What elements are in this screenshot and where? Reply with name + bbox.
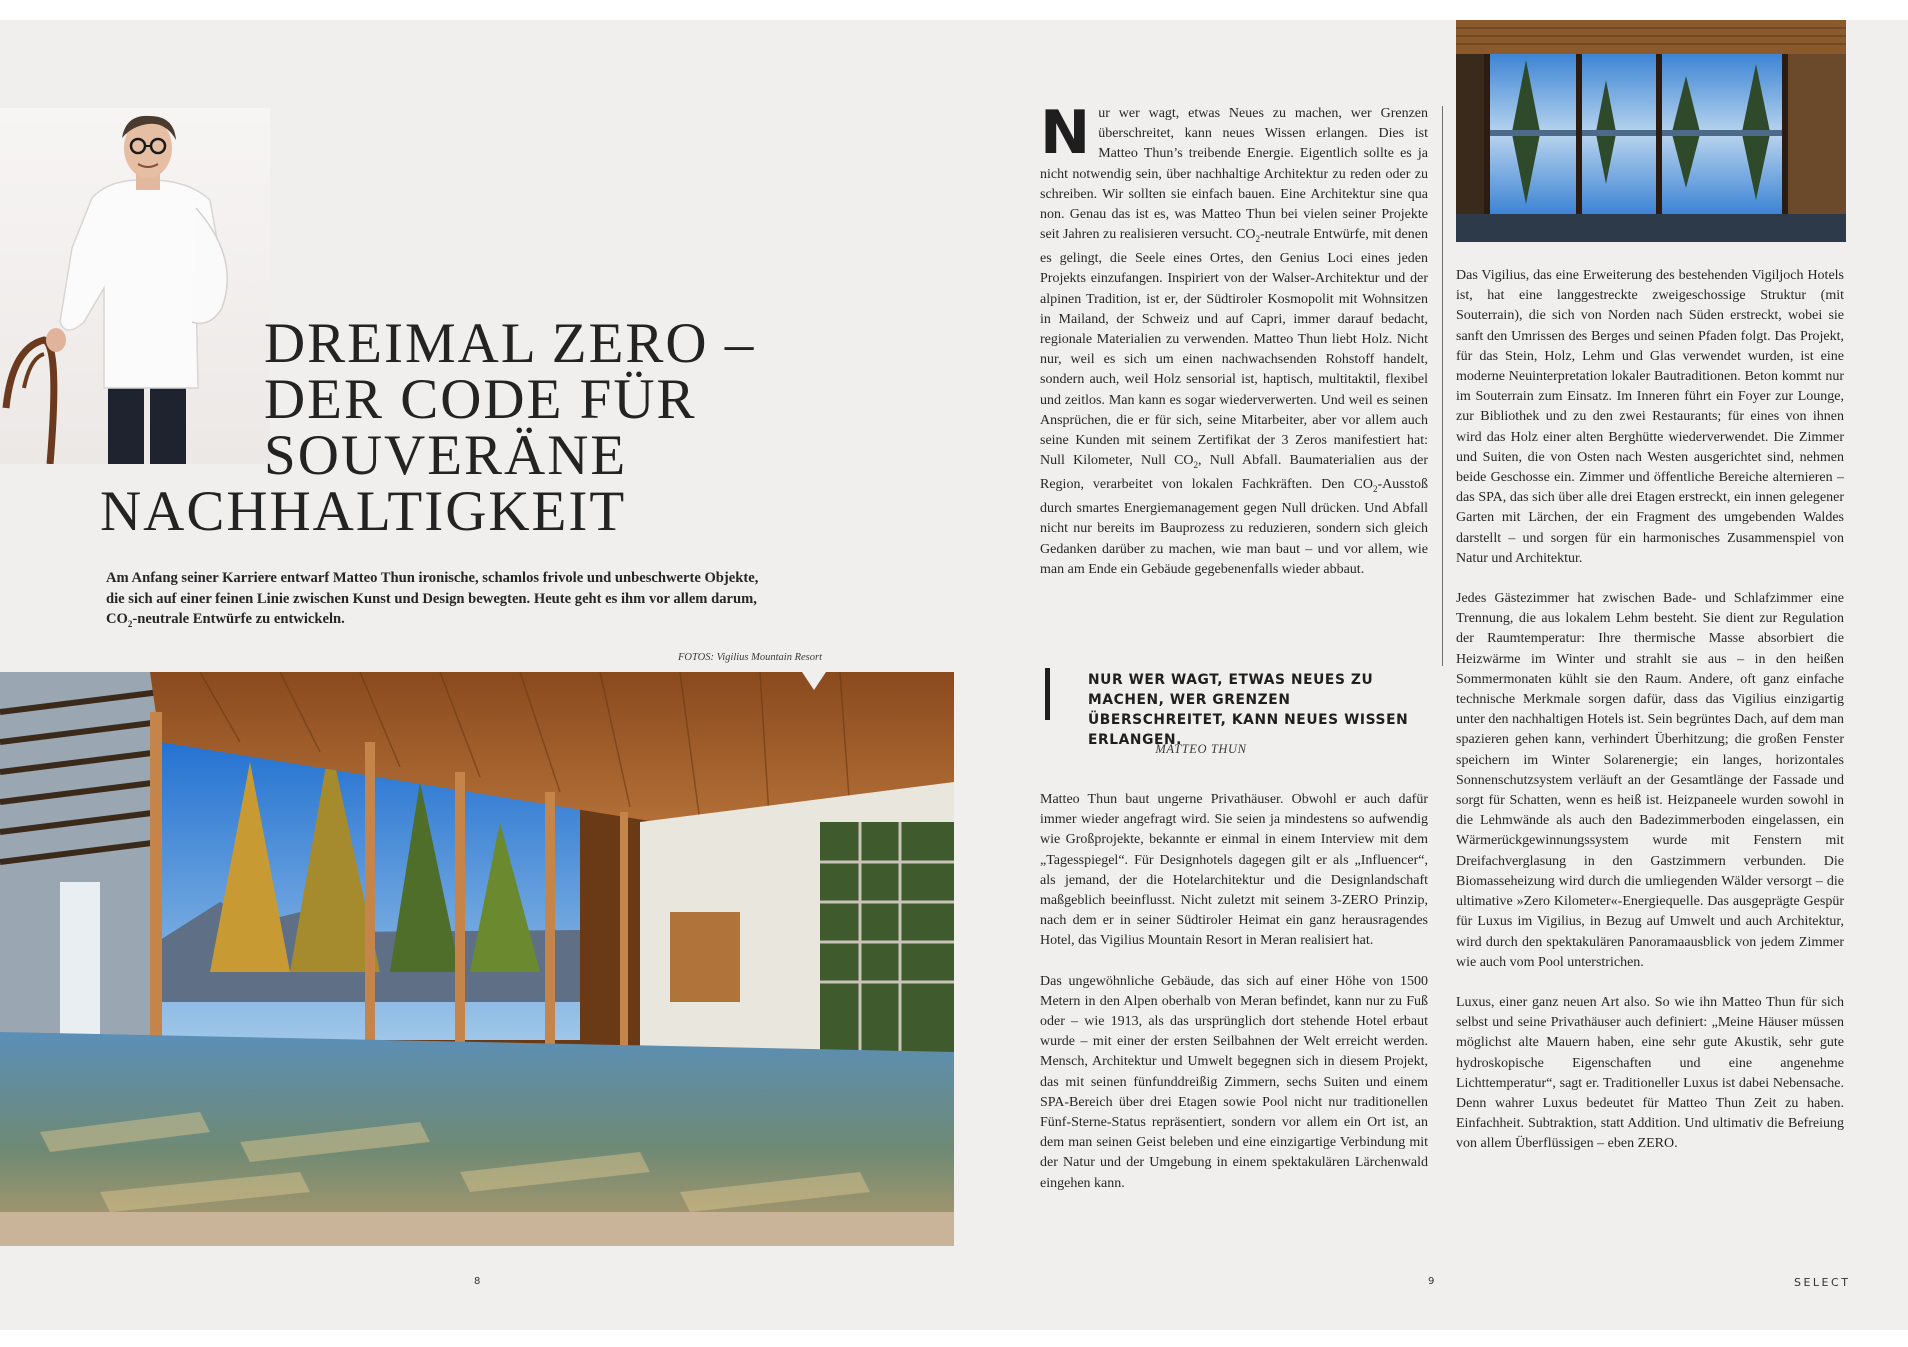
article-headline (100, 312, 860, 543)
right-page (954, 20, 1908, 1330)
lead-line-1: Am Anfang seiner Karriere entwarf Matteo Thun ironische, schamlos frivole und unbeschwerte Objekte, (106, 570, 759, 586)
paragraph-vigilius: Das Vigilius, das eine Erweiterung des bestehenden Vigiljoch Hotels ist, hat eine langgestreckte zweigeschossige Struktur (mit Souterrain), die sich von Norden nach Süden erstreckt, wobei sie sanft den Umrissen des Berges und seinen Pfaden folgt. Das Projekt, für das Stein, Holz, Lehm und Glas verwendet wurden, ist eine moderne Neuinterpretation lokaler Bautraditionen. Beton kommt nur im Souterrain zum Einsatz. Im Inneren führt ein Foyer zur Lounge, zur Bibliothek und zu den zwei Restaurants; für eines von ihnen wird das Holz einer alten Berghütte wiederverwendet. Die Zimmer und Suiten, die von Osten nach Westen ausgerichtet sind, nehmen beide Geschosse ein. Zimmer und öffentliche Bereiche alternieren – das SPA, das sich über alle drei Etagen erstreckt, ein innen gelegener Garten mit Lärchen, der ein Fragment des umgebenden Waldes darstellt – und sorgen für ein harmonisches Zusammenspiel von Natur und Architektur. (1456, 268, 1844, 566)
headline-line-4: NACHHALTIGKEIT (100, 480, 627, 543)
page-number-left: 8 (474, 1276, 482, 1287)
paragraph-luxus: Luxus, einer ganz neuen Art also. So wie ihn Matteo Thun für sich selbst und seine Privathäuser auch definiert: „Meine Häuser müssen möglichst alte Mauern haben, eine sehr gute Akustik, sehr gute hydroskopische Eigenschaften und eine angenehme Lichttemperatur“, sagt er. Traditioneller Luxus ist dabei Nebensache. Denn wahrer Luxus bedeutet für Matteo Thun Zeit zu haben. Einfachheit. Subtraktion, statt Addition. Und ultimativ die Befreiung von allem Überflüssigen – eben ZERO. (1456, 994, 1844, 1152)
paragraph-gaestezimmer: Jedes Gästezimmer hat zwischen Bade- und Schlafzimmer eine Trennung, die aus lokalem Lehm besteht. Sie dient zur Regulation der Raumtemperatur: Ihre thermische Masse absorbiert die Heizwärme im Winter und strahlt sie aus – in den heißen Sommermonaten kühlt sie den Raum. Andere, oft ganz einfache technische Merkmale sorgen dafür, dass das Vigilius einzigartig unter den nachhaltigen Hotels ist. Sein begrüntes Dach, auf dem man spazieren gehen kann, verhindert Überhitzung; die großen Fenster speichern im Winter Solarenergie; ein langes, horizontales Sonnenschutzsystem verläuft an der Gesamtlänge der Fassade und sorgt für Schatten, wenn es heiß ist. Heizpaneele wurden sowohl in die Lehmwände als auch den Badezimmerboden eingelassen, ein Wärmerückgewinnungssystem wurde mit Fenstern mit Dreifachverglasung in den Gastzimmern verbunden. Die Biomasseheizung wird durch die umliegenden Wälder versorgt – die ultimative »Zero Kilometer«-Energiequelle. Das ausgeprägte Gespür für Luxus im Vigilius, in Bezug auf Umwelt und auch Architektur, wird durch den spektakulären Panoramaausblick von jedem Zimmer wie auch vom Pool unterstrichen. (1456, 591, 1844, 970)
text-column-1 (1040, 98, 1428, 600)
pull-quote: NUR WER WAGT, ETWAS NEUES ZU MACHEN, WER GRENZEN ÜBERSCHREITET, KANN NEUES WISSEN ERLANGEN. (1088, 672, 1409, 748)
lead-line-2: die sich auf einer feinen Linie zwischen Kunst und Design bewegten. Heute geht es ihm vor allem darum, (106, 590, 757, 607)
column-rule (1442, 106, 1443, 666)
headline-line-2: DER CODE FÜR (264, 368, 697, 431)
text-column-1-continued (1040, 790, 1428, 1214)
lead-line-3: $CO_2$-neutrale Entwürfe zu entwickeln. (106, 611, 345, 629)
headline-line-1: DREIMAL ZERO – (264, 312, 756, 375)
spa-window-photo (1456, 20, 1846, 242)
magazine-brand: SELECT (1794, 1276, 1851, 1289)
dropcap: N (1040, 98, 1091, 168)
pool-photo (0, 672, 954, 1246)
pull-quote-bar (1045, 668, 1050, 720)
paragraph-privathaeuser: Matteo Thun baut ungerne Privathäuser. Obwohl er auch dafür immer wieder angefragt wird. Sie seien ja mindestens so aufwendig wie Großprojekte, bekannte er einmal in einem Interview mit dem „Tagesspiegel“. Für Designhotels dagegen gilt er als „Influencer“, als jemand, der die Hotelarchitektur und die Designlandschaft maßgeblich beeinflusst. Nicht zuletzt mit seinem 3-ZERO Prinzip, nach dem er in seiner Südtiroler Heimat ein ganz herausragendes Hotel, das Vigilius Mountain Resort in Meran realisiert hat. (1040, 792, 1428, 949)
photo-credit: FOTOS: Vigilius Mountain Resort (678, 652, 822, 663)
text-column-2 (1456, 266, 1844, 1175)
left-page (0, 20, 954, 1330)
page-number-right: 9 (1428, 1276, 1436, 1287)
pull-quote-author: MATTEO THUN (1155, 742, 1247, 756)
paragraph-gebaeude: Das ungewöhnliche Gebäude, das sich auf einer Höhe von 1500 Metern in den Alpen oberhalb von Meran befindet, kann nur zu Fuß oder – wie 1913, als das ursprünglich dort stehende Hotel erbaut wurde – mit einer der ersten Seilbahnen der Welt erreicht werden. Mensch, Architektur und Umwelt begegnen sich in diesem Projekt, das mit seinen fünfunddreißig Zimmern, sechs Suiten und einem SPA-Bereich über drei Etagen sowie Pool nicht nur traditionellen Fünf-Sterne-Status repräsentiert, sondern vor allem ein Ort ist, an dem man seinen Geist beleben und eine einzigartige Verbindung mit der Natur und der Umgebung in einem spektakulären Lärchenwald eingehen kann. (1040, 973, 1428, 1191)
photo-notch (802, 672, 826, 690)
intro-paragraph: Nur wer wagt, etwas Neues zu machen, wer Grenzen überschreitet, kann neues Wissen erlangen. Dies ist Matteo Thun’s treibende Energie. Eigentlich sollte es ja nicht notwendig sein, über nachhaltige Architektur zu reden oder zu schreiben. Wir sollten sie einfach bauen. Eine Architektur sine qua non. Genau das ist es, was Matteo Thun bei vielen seiner Projekte seit Jahren zu realisieren versucht. $CO_2$-neutrale Entwürfe, mit denen es gelingt, die Seele eines Ortes, den Genius Loci eines jeden Projekts einzufangen. Inspiriert von der Walser-Architektur und der alpinen Tradition, ist er, der Südtiroler Kosmopolit mit Wohnsitzen in Mailand, der Schweiz und auf Capri, immer darauf bedacht, regionale Materialien zu verwenden. Matteo Thun liebt Holz. Nicht nur, weil es sich um einen nachwachsenden Rohstoff handelt, sondern auch, weil Holz sensorial ist, haptisch, multitaktil, flexibel und zeitlos. Man kann es sogar wiederverwerten. Und weil es seinen Ansprüchen, die er für sich, seine Mitarbeiter, aber vor allem auch seine Kunden mit seinem Zertifikat der 3 Zeros manifestiert hat: Null Kilometer, Null $CO_2$, Null Abfall. Baumaterialien aus der Region, verarbeitet von lokalen Fachkräften. Den $CO_2$-Ausstoß durch smartes Energiemanagement gegen Null drücken. Und Abfall nicht nur bereits im Bauprozess zu reduzieren, sondern sich gleich Gedanken darüber zu machen, wie man baut – und vor allem, wie man am Ende ein Gebäude gegebenenfalls wieder abbaut. (1040, 98, 1428, 577)
article-lead (106, 568, 836, 634)
headline-line-3: SOUVERÄNE (264, 424, 628, 487)
